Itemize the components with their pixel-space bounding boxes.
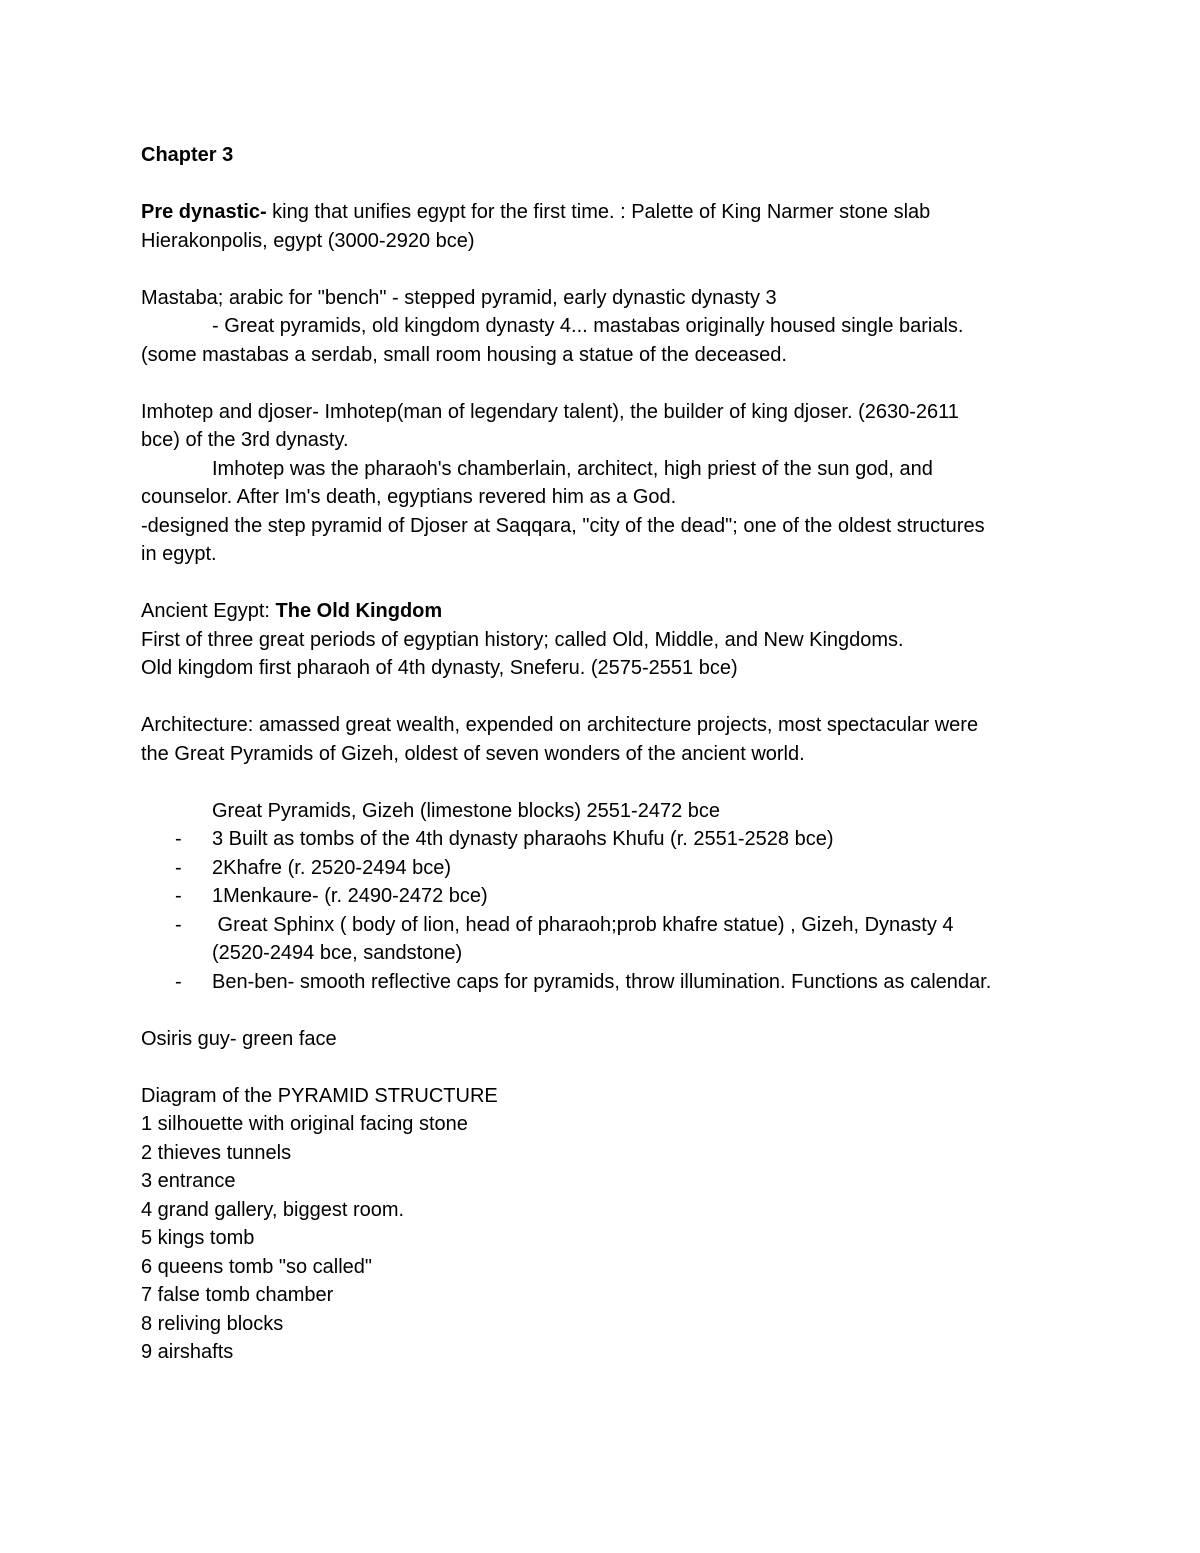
list-item: - 2Khafre (r. 2520-2494 bce) bbox=[175, 856, 452, 879]
predynastic-line-2: Hierakonpolis, egypt (3000-2920 bce) bbox=[141, 229, 475, 252]
imhotep-line-4: counselor. After Im's death, egyptians revered him as a God. bbox=[141, 486, 677, 508]
list-item: 4 grand gallery, biggest room. bbox=[141, 1198, 405, 1221]
old-kingdom-heading: Ancient Egypt: The Old Kingdom bbox=[141, 600, 443, 622]
list-item: - 1Menkaure- (r. 2490-2472 bce) bbox=[175, 885, 488, 907]
imhotep-line-6: in egypt. bbox=[141, 543, 217, 565]
list-item: 8 reliving blocks bbox=[141, 1312, 284, 1335]
imhotep-line-2: bce) of the 3rd dynasty. bbox=[141, 429, 349, 451]
old-kingdom-line-2: First of three great periods of egyptian history; called Old, Middle, and New Kingdoms. bbox=[141, 628, 904, 651]
architecture-line-1: Architecture: amassed great wealth, expended on architecture projects, most spectacular were bbox=[141, 714, 979, 736]
list-item: 1 silhouette with original facing stone bbox=[141, 1113, 468, 1135]
predynastic-line-1: Pre dynastic- king that unifies egypt for the first time. : Palette of King Narmer stone slab bbox=[141, 201, 931, 223]
old-kingdom-title: The Old Kingdom bbox=[275, 600, 443, 622]
imhotep-line-1: Imhotep and djoser- Imhotep(man of legendary talent), the builder of king djoser. (2630-2611 bbox=[141, 400, 959, 423]
list-item: - Great Sphinx ( body of lion, head of pharaoh;prob khafre statue) , Gizeh, Dynasty 4 (2520-2494 bce, sandstone) bbox=[175, 913, 954, 964]
document-body bbox=[141, 141, 1071, 1367]
imhotep-line-3: Imhotep was the pharaoh's chamberlain, architect, high priest of the sun god, and bbox=[212, 457, 933, 480]
pyramids-heading: Great Pyramids, Gizeh (limestone blocks) 2551-2472 bce bbox=[212, 799, 721, 822]
pyramids-list bbox=[141, 825, 1071, 996]
architecture-line-2: the Great Pyramids of Gizeh, oldest of seven wonders of the ancient world. bbox=[141, 742, 805, 765]
list-item: - 3 Built as tombs of the 4th dynasty pharaohs Khufu (r. 2551-2528 bce) bbox=[175, 828, 834, 850]
list-item: 5 kings tomb bbox=[141, 1227, 255, 1249]
list-item: 2 thieves tunnels bbox=[141, 1141, 292, 1164]
osiris-line: Osiris guy- green face bbox=[141, 1027, 337, 1050]
chapter-title: Chapter 3 bbox=[141, 144, 234, 166]
list-item: 9 airshafts bbox=[141, 1341, 234, 1363]
imhotep-line-5: -designed the step pyramid of Djoser at Saqqara, "city of the dead"; one of the oldest structures bbox=[141, 514, 985, 537]
mastaba-line-2: - Great pyramids, old kingdom dynasty 4... mastabas originally housed single barials. bbox=[212, 315, 964, 337]
list-item: 7 false tomb chamber bbox=[141, 1284, 334, 1306]
list-item: - Ben-ben- smooth reflective caps for pyramids, throw illumination. Functions as calendar. bbox=[175, 970, 992, 993]
mastaba-line-3: (some mastabas a serdab, small room housing a statue of the deceased. bbox=[141, 343, 787, 366]
diagram-heading: Diagram of the PYRAMID STRUCTURE bbox=[141, 1084, 498, 1107]
old-kingdom-line-3: Old kingdom first pharaoh of 4th dynasty, Sneferu. (2575-2551 bce) bbox=[141, 657, 738, 679]
mastaba-line-1: Mastaba; arabic for "bench" - stepped pyramid, early dynastic dynasty 3 bbox=[141, 286, 777, 309]
list-item: 3 entrance bbox=[141, 1170, 236, 1192]
predynastic-term: Pre dynastic- bbox=[141, 201, 267, 223]
list-item: 6 queens tomb "so called" bbox=[141, 1255, 373, 1278]
